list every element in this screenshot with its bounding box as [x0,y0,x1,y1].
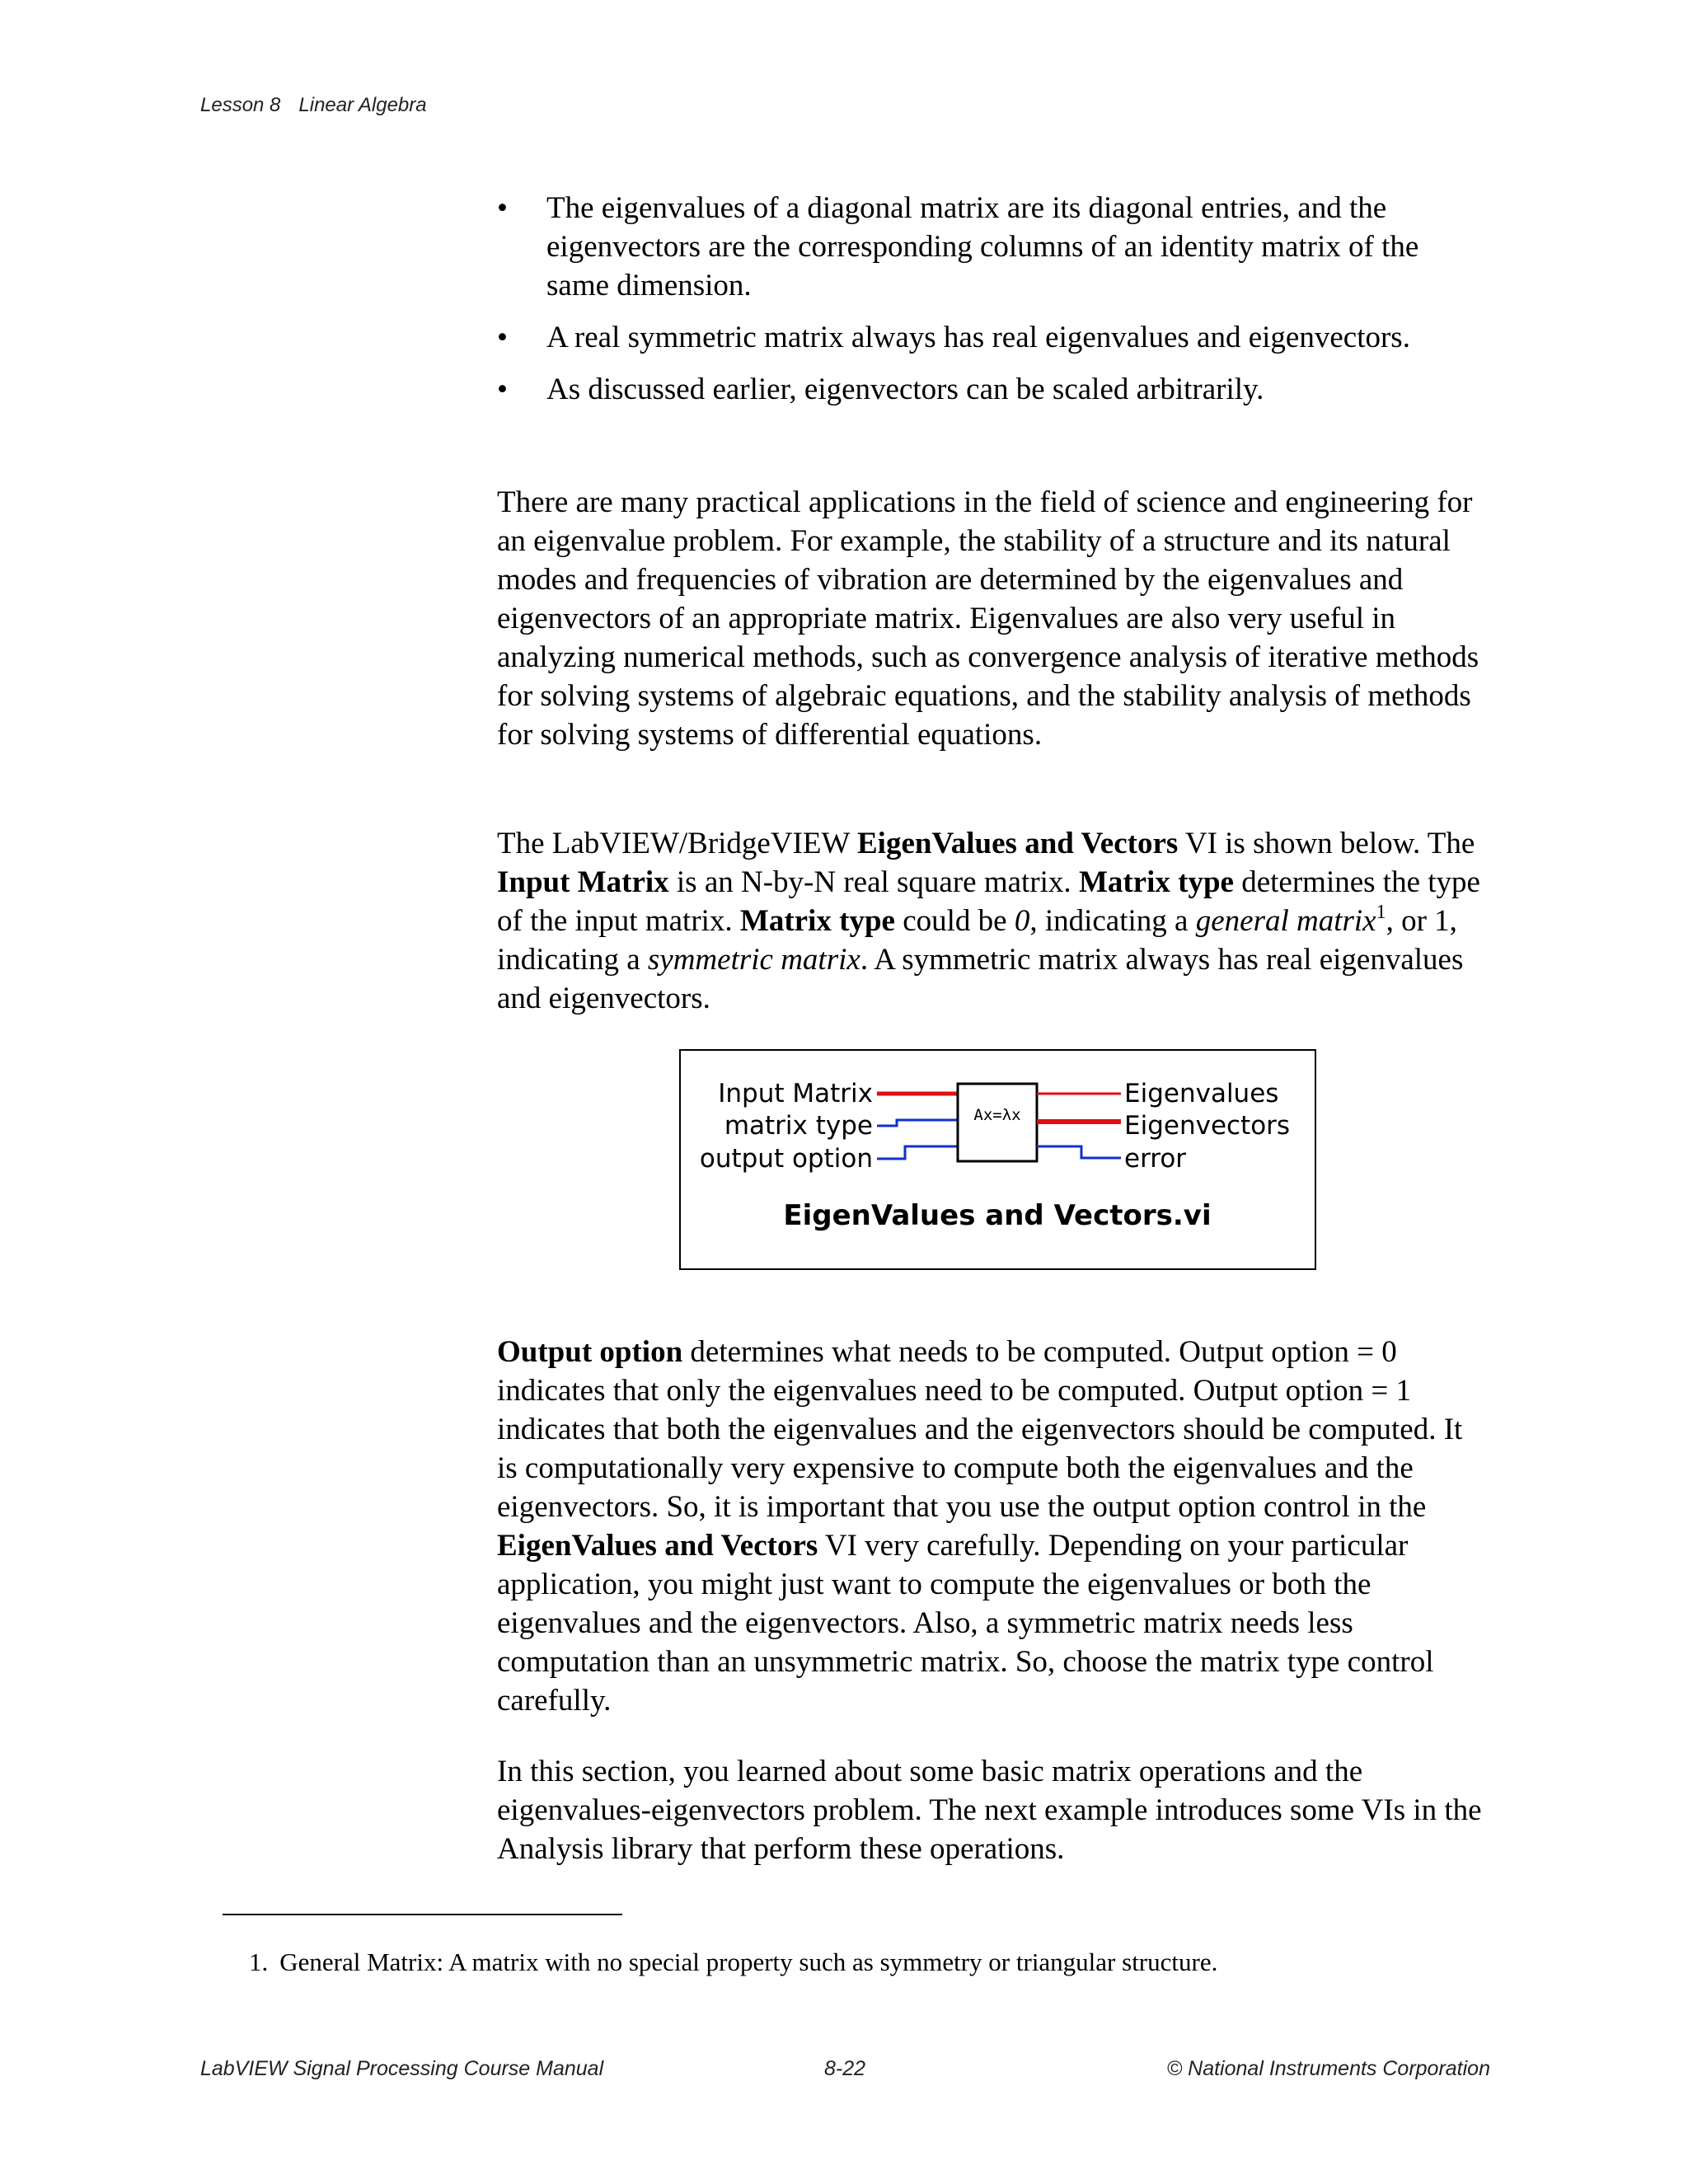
list-item [497,318,1486,357]
footnote-divider [223,1914,622,1915]
bullet-list [497,189,1486,409]
figure-caption: EigenValues and Vectors.vi [783,1199,1212,1232]
bullet-marker: • [497,373,508,406]
bullet-text: The eigenvalues of a diagonal matrix are its diagonal entries, and the eigenvectors are the corresponding columns of an identity matrix of the same dimension. [546,191,1419,302]
footnote-number: 1. [249,1947,269,1976]
output-option-wire [877,1146,958,1159]
symmetric-matrix-term: symmetric matrix [647,943,860,977]
lesson-number: Lesson 8 [200,94,281,116]
paragraph-output-option [497,1333,1486,1751]
paragraph-text: The LabVIEW/BridgeVIEW EigenValues and Vectors VI is shown below. The Input Matrix is an N-by-N real square matrix. Matrix type determines the type of the input matrix. Matrix type could be 0, indicating a general matrix$^1$, or 1, indicating a symmetric matrix. A symmetric matrix always has real eigenvalues and eigenvectors. [497,827,1480,1015]
bullet-list-block [497,189,1486,422]
paragraph-text: Output option determines what needs to be computed. Output option = 0 indicates that only the eigenvalues need to be computed. Output option = 1 indicates that both the eigenvalues and the eigenvectors should be computed. It is computationally very expensive to compute both the eigenvalues and the eigenvectors. So, it is important that you use the output option control in the EigenValues and Vectors VI very carefully. Depending on your particular application, you might just want to compute the eigenvalues or both the eigenvalues and the eigenvectors. Also, a symmetric matrix needs less computation than an unsymmetric matrix. So, choose the matrix type control carefully. [497,1335,1463,1718]
bullet-text: As discussed earlier, eigenvectors can be scaled arbitrarily. [546,373,1264,406]
bullet-marker: • [497,321,508,354]
footer-page-number: 8-22 [824,2057,866,2080]
error-wire [1037,1146,1121,1158]
matrix-type-term: Matrix type [739,904,895,938]
vi-icon-label: Ax=λx [973,1106,1021,1124]
output-label: Eigenvalues [1124,1079,1279,1108]
output-option-term: Output option [497,1335,683,1369]
paragraph-vi-intro [497,824,1486,1049]
input-label: matrix type [724,1111,873,1141]
general-matrix-term: general matrix [1195,904,1376,938]
list-item [497,370,1486,409]
running-header [200,94,427,117]
input-label: Input Matrix [718,1079,873,1108]
paragraph-text: In this section, you learned about some basic matrix operations and the eigenvalues-eigenvectors problem. The next example introduces some VIs in the Analysis library that perform these operations. [497,1755,1482,1866]
output-label: Eigenvectors [1124,1111,1291,1141]
paragraph-text: There are many practical applications in the field of science and engineering for an eigenvalue problem. For example, the stability of a structure and its natural modes and frequencies of vibration are determined by the eigenvalues and eigenvectors of an appropriate matrix. Eigenvalues are also very useful in analyzing numerical methods, such as convergence analysis of iterative methods for solving systems of algebraic equations, and the stability analysis of methods for solving systems of differential equations. [497,485,1479,752]
list-item [497,189,1486,305]
paragraph-applications [497,483,1486,785]
footnote [249,1947,1217,1977]
vi-name: EigenValues and Vectors [497,1529,818,1563]
matrix-type-term: Matrix type [1078,865,1234,899]
output-label: error [1124,1144,1187,1174]
vi-connector-figure [679,1049,1316,1270]
footer-copyright: © National Instruments Corporation [1166,2057,1490,2080]
bullet-marker: • [497,191,508,225]
input-matrix-term: Input Matrix [497,865,669,899]
matrix-type-wire [877,1120,958,1126]
bullet-text: A real symmetric matrix always has real eigenvalues and eigenvectors. [546,321,1410,354]
footer-manual-title: LabVIEW Signal Processing Course Manual [200,2057,604,2080]
input-label: output option [699,1144,873,1174]
paragraph-summary [497,1752,1486,1900]
vi-connector-diagram [681,1051,1315,1268]
footnote-reference: 1 [1376,902,1386,923]
footnote-text: General Matrix: A matrix with no special property such as symmetry or triangular structure. [279,1947,1218,1976]
lesson-title: Linear Algebra [298,94,427,116]
vi-name: EigenValues and Vectors [857,827,1179,860]
